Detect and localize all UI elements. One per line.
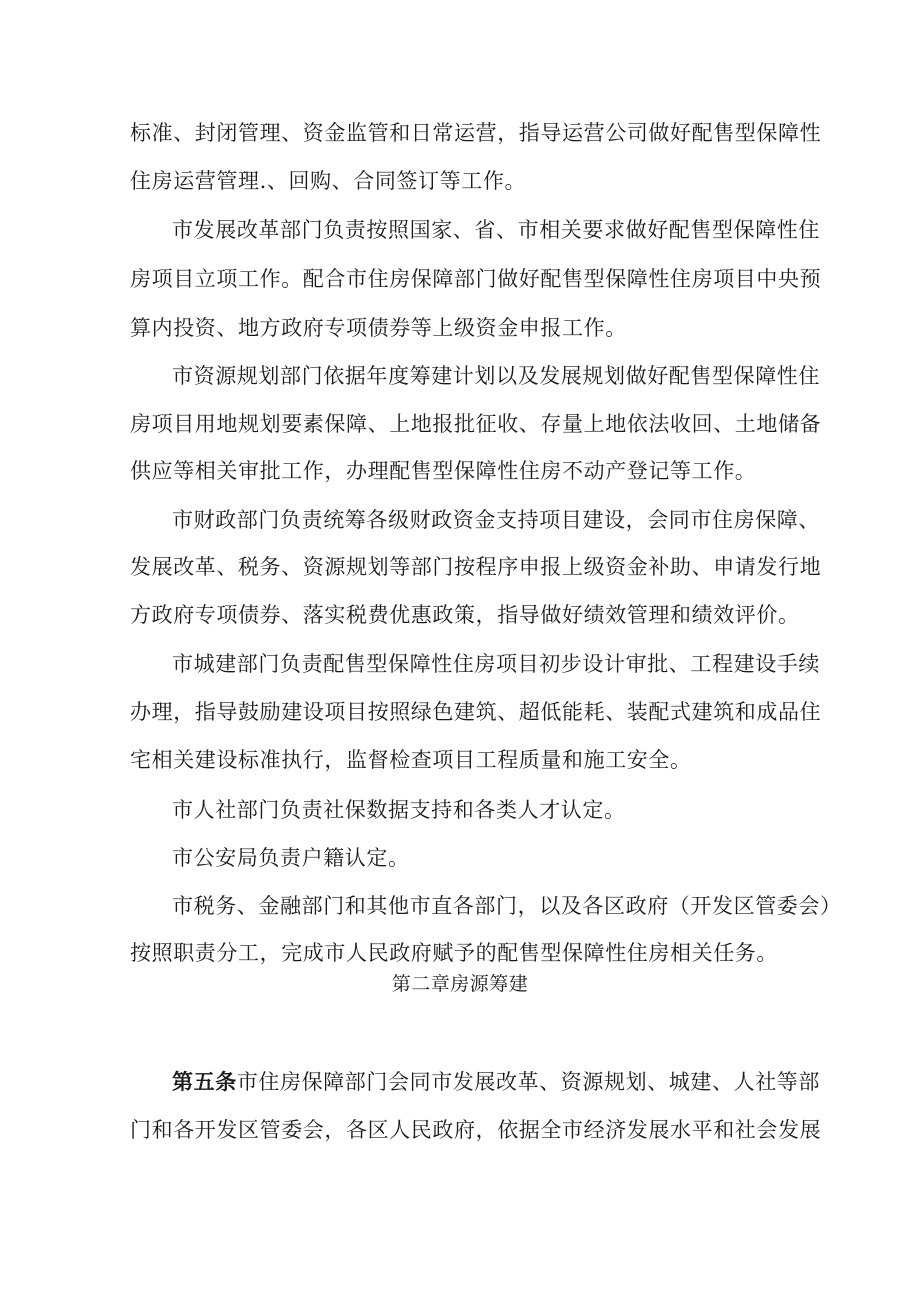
- paragraph-0-line-1: 标准、封闭管理、资金监管和日常运营，指导运营公司做好配售型保障性: [130, 121, 822, 145]
- paragraph-2-line-2: 房项目用地规划要素保障、上地报批征收、存量上地依法收回、土地储备: [130, 412, 822, 436]
- paragraph-1-line-1: 市发展改革部门负责按照国家、省、市相关要求做好配售型保障性住: [172, 218, 820, 242]
- paragraph-2-line-1: 市资源规划部门依据年度筹建计划以及发展规划做好配售型保障性住: [172, 364, 820, 388]
- paragraph-0-line-2: 住房运营管理.、回购、合同签订等工作。: [130, 169, 527, 193]
- paragraph-7-line-1: 市税务、金融部门和其他市直各部门，以及各区政府（开发区管委会）: [172, 894, 842, 918]
- paragraph-1-line-2: 房项目立项工作。配合市住房保障部门做好配售型保障性住房项目中央预: [130, 267, 822, 291]
- paragraph-8-line-1: [172, 1067, 832, 1097]
- chapter-heading: 第二章房源筹建: [391, 973, 529, 995]
- paragraph-4-line-3: 宅相关建设标准执行，监督检查项目工程质量和施工安全。: [130, 748, 692, 772]
- paragraph-7-line-2: 按照职责分工，完成市人民政府赋予的配售型保障性住房相关任务。: [130, 941, 778, 965]
- paragraph-3-line-3: 方政府专项债券、落实税费优惠政策，指导做好绩效管理和绩效评价。: [130, 603, 800, 627]
- paragraph-8-line-2: 门和各开发区管委会，各区人民政府，依据全市经济发展水平和社会发展: [130, 1118, 822, 1142]
- paragraph-3-line-2: 发展改革、税务、资源规划等部门按程序申报上级资金补助、申请发行地: [130, 555, 822, 579]
- paragraph-2-line-3: 供应等相关审批工作，办理配售型保障性住房不动产登记等工作。: [130, 459, 757, 483]
- paragraph-4-line-2: 办理，指导鼓励建设项目按照绿色建筑、超低能耗、装配式建筑和成品住: [130, 700, 822, 724]
- paragraph-5-line-1: 市人社部门负责社保数据支持和各类人才认定。: [172, 798, 626, 822]
- paragraph-8-line-1-text: 市住房保障部门会同市发展改革、资源规划、城建、人社等部: [236, 1070, 821, 1094]
- paragraph-1-line-3: 算内投资、地方政府专项债券等上级资金申报工作。: [130, 316, 627, 340]
- paragraph-4-line-1: 市城建部门负责配售型保障性住房项目初步设计审批、工程建设手续: [172, 652, 820, 676]
- paragraph-3-line-1: 市财政部门负责统筹各级财政资金支持项目建设，会同市住房保障、: [172, 508, 820, 532]
- paragraph-6-line-1: 市公安局负责户籍认定。: [172, 846, 410, 870]
- article-number: 第五条: [172, 1069, 237, 1094]
